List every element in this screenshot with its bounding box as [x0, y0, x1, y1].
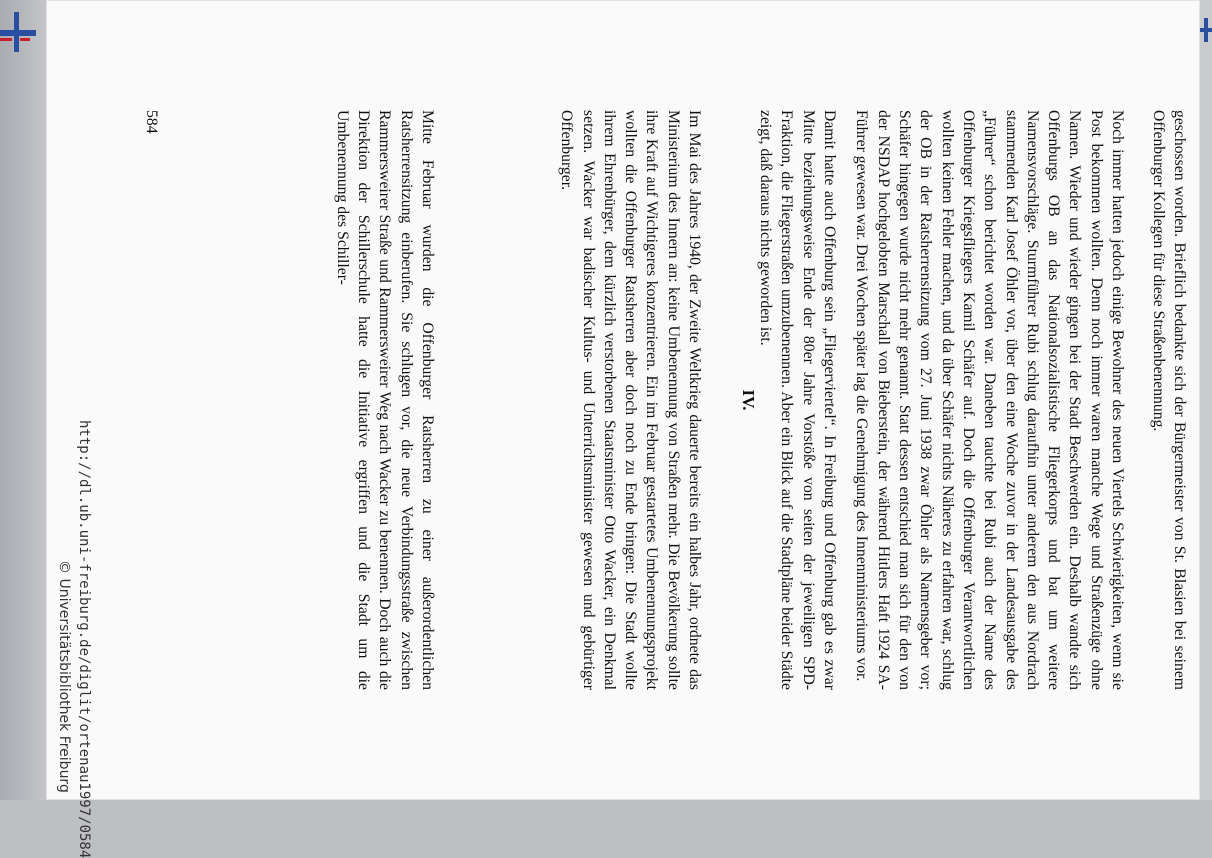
- library-logo-icon: [0, 12, 40, 52]
- page-number: 584: [143, 110, 160, 134]
- paragraph-1: [1147, 110, 1190, 690]
- paragraph-text: geschossen worden. Brieflich bedankte sich der Bürgermeister von St. Blasien bei seinem Offenburger Kollegen für diese Straßenbenennung.: [1149, 110, 1188, 690]
- paragraph-text: Im Mai des Jahres 1940, der Zweite Weltkrieg dauerte bereits ein halbes Jahr, ordnete das Ministerium des Innern an: keine Umbenennung von Straßen mehr. Die Bevölkerung sollte ihre Kraft auf Wichtigeres konzentrieren. Ein im Februar gestartetes Umbenennungsprojekt wollten die Offenburger Ratsherren aber doch noch zu Ende bringen: Die Stadt wollte ihrem Ehrenbürger, dem kürzlich verstorbenen Staatsminister Otto Wacker, ein Denkmal setzen. Wacker war badischer Kultus- und Unterrichtsminister gewesen und gebürtiger Offenburger.: [558, 110, 703, 690]
- paragraph-5: [332, 110, 438, 690]
- footer-copyright: © Universitätsbibliothek Freiburg: [56, 560, 72, 793]
- paragraph-3: [755, 110, 840, 690]
- paragraph-text: Mitte Februar wurden die Offenburger Ratsherren zu einer außerordentlichen Ratsherrensitzung einberufen. Sie schlugen vor, die neue Verbindungsstraße zwischen Rammersweirer Straße und Rammersweirer Weg nach Wacker zu benennen. Doch auch die Direktion der Schillerschule hatte die Initiative ergriffen und die Stadt um die Umbenennung des Schiller-: [333, 110, 436, 690]
- paragraph-text: Noch immer hatten jedoch einige Bewohner des neuen Viertels Schwierigkeiten, wenn sie Post bekommen wollten. Denn noch immer waren manche Wege und Straßenzüge ohne Namen. Wieder und wieder gingen bei der Stadt Beschwerden ein. Deshalb wandte sich Offenburgs OB an das Nationalsozialistische Fliegerkorps und bat um weitere Namensvorschläge. Sturmführer Rubi schlug daraufhin unter anderem den aus Nordrach stammenden Karl Josef Öhler vor, über den eine Woche zuvor in der Landesausgabe des „Führer“ schon berichtet worden war. Daneben tauchte bei Rubi auch der Name des Offenburger Kriegsfliegers Kamil Schäfer auf. Doch die Offenburger Verantwortlichen wollten keinen Fehler machen, und da über Schäfer nichts Näheres zu erfahren war, schlug der OB in der Ratsherrensitzung vom 27. Juni 1938 zwar Öhler als Namensgeber vor; Schäfer hingegen wurde nicht mehr genannt. Statt dessen entschied man sich für den von der NSDAP hochgelobten Marschall von Bieberstein, der während Hitlers Haft 1924 SA-Führer gewesen war. Drei Wochen später lag die Genehmigung des Innenministeriums vor.: [853, 110, 1126, 690]
- left-viewer-strip: [0, 0, 46, 800]
- rotated-page-content: [46, 0, 1200, 858]
- section-heading: IV.: [739, 389, 758, 411]
- paragraph-4: [556, 110, 705, 690]
- footer-url[interactable]: http://dl.ub.uni-freiburg.de/diglit/ortenau1997/0584: [76, 420, 92, 858]
- paragraph-text: Damit hatte auch Offenburg sein „Fliegerviertel“. In Freiburg und Offenburg gab es zwar Mitte beziehungsweise Ende der 80er Jahre Vorstöße von seiten der jeweiligen SPD-Fraktion, die Fliegerstraßen umzubenennen. Aber ein Blick auf die Stadtpläne beider Städte zeigt, daß daraus nichts geworden ist.: [757, 110, 838, 690]
- right-viewer-strip: [1200, 0, 1212, 800]
- library-logo-fragment-icon: [1200, 18, 1212, 42]
- scanned-page: [46, 0, 1200, 858]
- paragraph-2: [851, 110, 1128, 690]
